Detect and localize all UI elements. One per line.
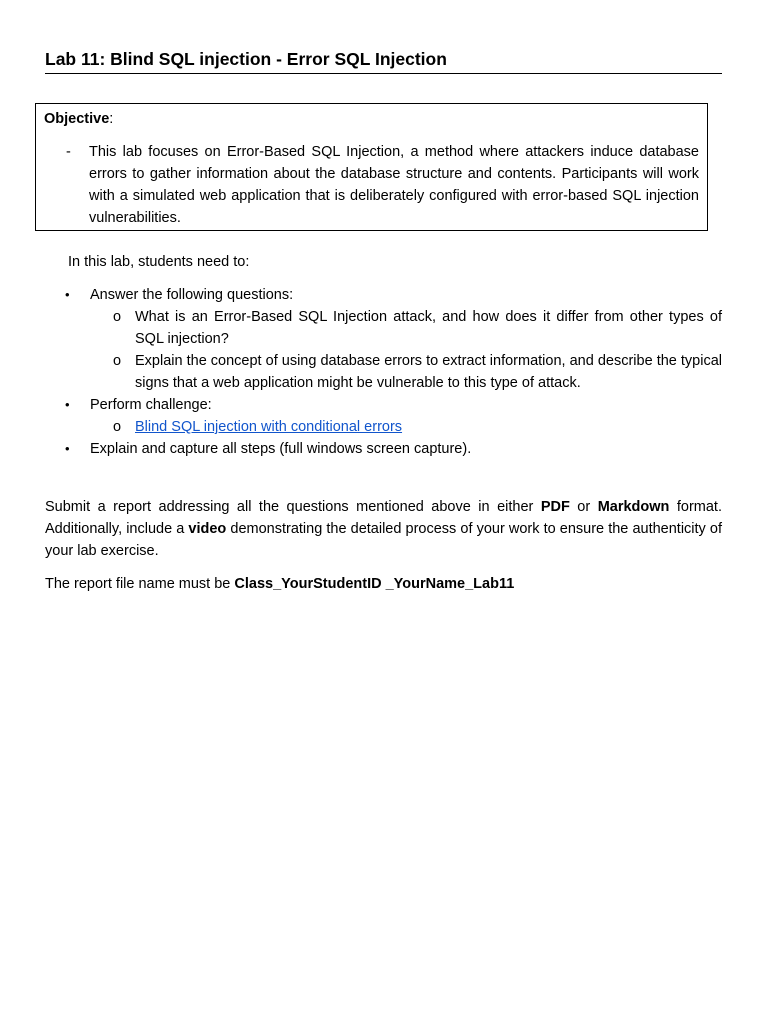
question-text: What is an Error-Based SQL Injection attack, and how does it differ from other types of SQL injection?: [135, 309, 722, 347]
task-label: Explain and capture all steps (full windows screen capture).: [90, 441, 472, 457]
objective-label: Objective: [44, 111, 110, 127]
submit-text-or: or: [569, 499, 598, 515]
dash-bullet: -: [66, 144, 71, 160]
sub-bullet-icon: o: [113, 309, 122, 325]
submit-text-part3: demonstrating the detailed process of your work to ensure the authenticity of your lab exercise.: [45, 521, 722, 559]
task-label: Perform challenge:: [90, 397, 212, 413]
submit-text-part1: Submit a report addressing all the questions mentioned above in either: [45, 499, 541, 515]
video-keyword: video: [188, 521, 227, 537]
objective-text: This lab focuses on Error-Based SQL Injection, a method where attackers induce database errors to gather information about the database structure and contents. Participants will work with a simulated web application that is deliberately configured with error-based SQL injection vulnerabilities.: [89, 144, 699, 226]
sub-bullet-icon: o: [113, 353, 122, 369]
intro-text: In this lab, students need to:: [68, 254, 250, 270]
report-filename-prefix: The report file name must be: [45, 576, 235, 592]
question-text: Explain the concept of using database errors to extract information, and describe the typical signs that a web application might be vulnerable to this type of attack.: [135, 353, 722, 391]
task-label: Answer the following questions:: [90, 287, 294, 303]
task-item-capture-steps: [45, 438, 722, 460]
submission-instructions: [45, 496, 722, 562]
page-title: Lab 11: Blind SQL injection - Error SQL Injection: [45, 47, 722, 74]
bullet-icon: •: [65, 441, 70, 456]
task-item-perform-challenge: [45, 394, 722, 416]
bullet-icon: •: [65, 287, 70, 302]
bullet-icon: •: [65, 397, 70, 412]
challenge-item: [45, 416, 722, 438]
objective-heading: [44, 108, 113, 130]
report-filename-line: [45, 573, 514, 595]
markdown-format: Markdown: [597, 499, 670, 515]
sub-bullet-icon: o: [113, 419, 122, 435]
task-list: [45, 284, 722, 460]
task-item-answer-questions: [45, 284, 722, 306]
pdf-format: PDF: [540, 499, 570, 515]
question-item: [45, 350, 722, 394]
question-item: [45, 306, 722, 350]
objective-box: [35, 103, 708, 231]
report-filename: Class_YourStudentID _YourName_Lab11: [234, 576, 515, 592]
submit-text-part2: format. Additionally, include a: [45, 499, 722, 537]
objective-colon: :: [109, 111, 114, 127]
challenge-link[interactable]: Blind SQL injection with conditional errors: [135, 419, 403, 435]
